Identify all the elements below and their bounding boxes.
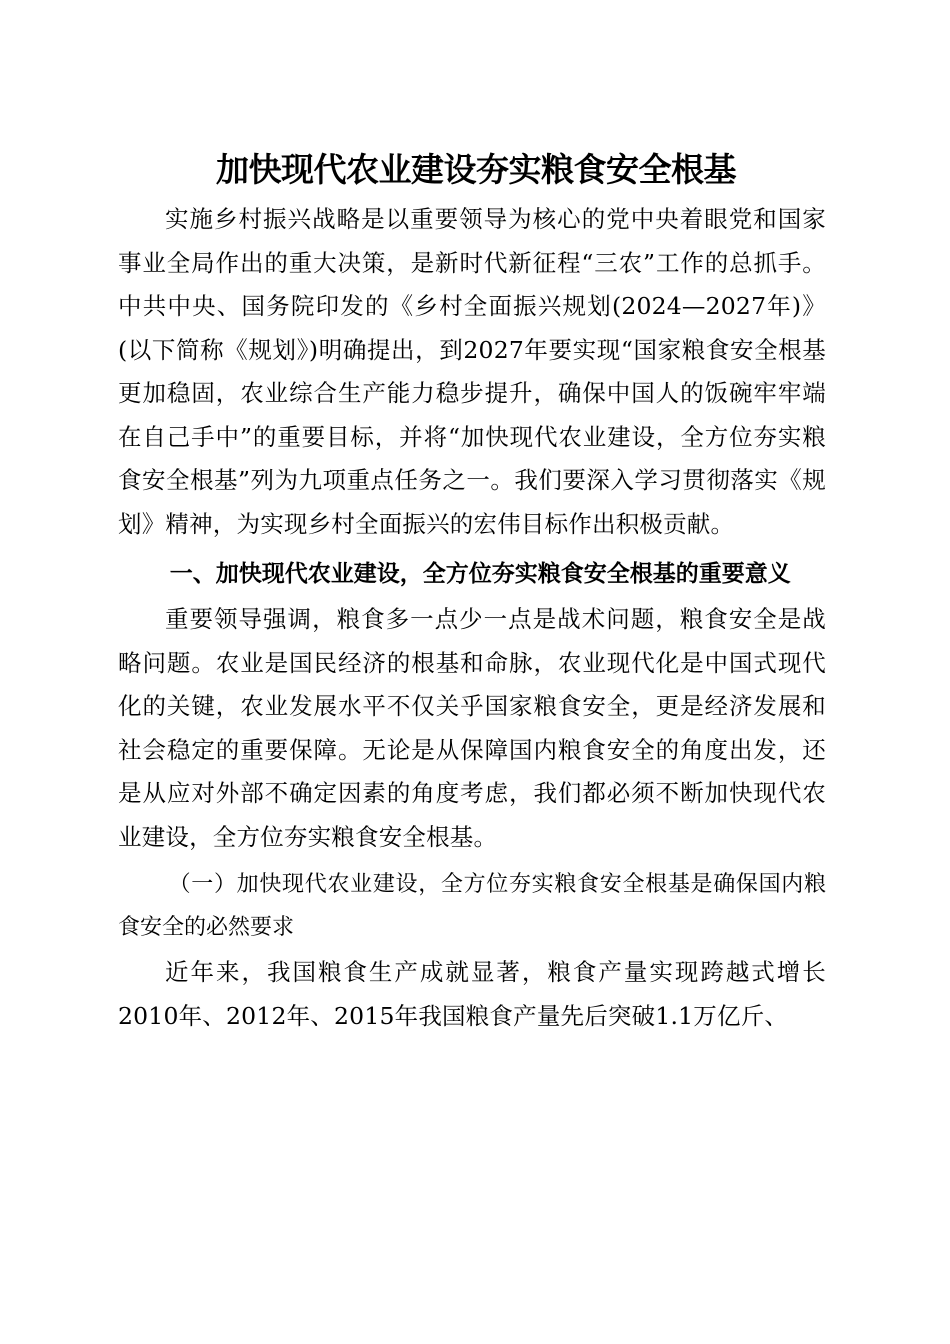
document-body bbox=[118, 148, 826, 1038]
subsection-heading-1: （一）加快现代农业建设，全方位夯实粮食安全根基是确保国内粮食安全的必然要求 bbox=[118, 872, 826, 940]
section-heading-1: 一、加快现代农业建设，全方位夯实粮食安全根基的重要意义 bbox=[169, 561, 791, 587]
document-title: 加快现代农业建设夯实粮食安全根基 bbox=[216, 150, 736, 189]
subsection-1-paragraph: 近年来，我国粮食生产成就显著，粮食产量实现跨越式增长2010年、2012年、2015年我国粮食产量先后突破1.1万亿斤、 bbox=[118, 958, 826, 1030]
section-1-paragraph: 重要领导强调，粮食多一点少一点是战术问题，粮食安全是战略问题。农业是国民经济的根基和命脉，农业现代化是中国式现代化的关键，农业发展水平不仅关乎国家粮食安全，更是经济发展和社会稳定的重要保障。无论是从保障国内粮食安全的角度出发，还是从应对外部不确定因素的角度考虑，我们都必须不断加快现代农业建设，全方位夯实粮食安全根基。 bbox=[118, 605, 826, 851]
intro-paragraph: 实施乡村振兴战略是以重要领导为核心的党中央着眼党和国家事业全局作出的重大决策，是新时代新征程“三农”工作的总抓手。中共中央、国务院印发的《乡村全面振兴规划(2024—2027年)》(以下简称《规划》)明确提出，到2027年要实现“国家粮食安全根基更加稳固，农业综合生产能力稳步提升，确保中国人的饭碗牢牢端在自己手中”的重要目标，并将“加快现代农业建设，全方位夯实粮食安全根基”列为九项重点任务之一。我们要深入学习贯彻落实《规划》精神，为实现乡村全面振兴的宏伟目标作出积极贡献。 bbox=[118, 205, 826, 538]
